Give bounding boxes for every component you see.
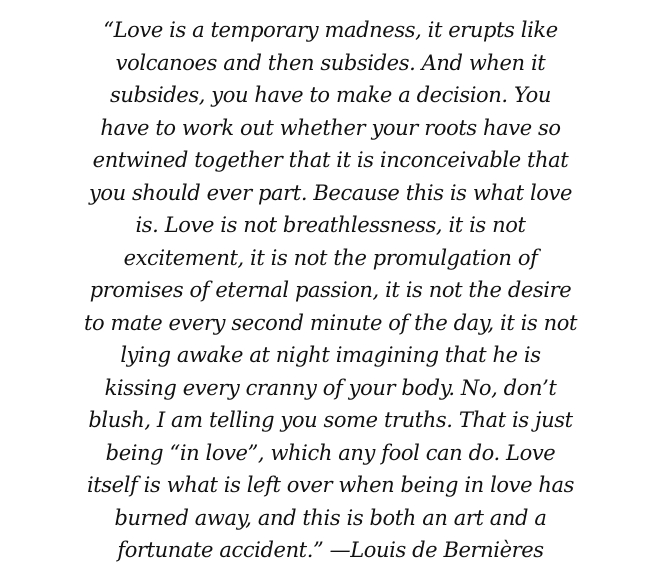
quote-line: “Love is a temporary madness, it erupts like bbox=[103, 18, 558, 42]
quote-line: blush, I am telling you some truths. That is just bbox=[88, 408, 573, 432]
quote-line: promises of eternal passion, it is not the desire bbox=[89, 278, 572, 302]
quote-line: subsides, you have to make a decision. You bbox=[110, 83, 551, 107]
quote-line: you should ever part. Because this is what love bbox=[88, 180, 573, 205]
quote-line: itself is what is left over when being in love has bbox=[86, 473, 575, 497]
quote-line: entwined together that it is inconceivable that bbox=[92, 148, 569, 172]
quote-line: excitement, it is not the promulgation of bbox=[123, 245, 538, 270]
quote-line: volcanoes and then subsides. And when it bbox=[115, 50, 546, 75]
quote-block bbox=[0, 14, 661, 567]
quote-line: burned away, and this is both an art and a bbox=[114, 505, 547, 530]
quote-line: is. Love is not breathlessness, it is not bbox=[135, 213, 526, 237]
quote-line: to mate every second minute of the day, it is not bbox=[83, 310, 578, 335]
quote-line: kissing every cranny of your body. No, don’t bbox=[104, 375, 557, 400]
quote-line: being “in love”, which any fool can do. Love bbox=[105, 440, 556, 465]
quote-attribution-line: fortunate accident.” —Louis de Bernières bbox=[117, 538, 544, 562]
quote-line: have to work out whether your roots have so bbox=[100, 115, 561, 140]
quote-line: lying awake at night imagining that he is bbox=[120, 343, 541, 367]
